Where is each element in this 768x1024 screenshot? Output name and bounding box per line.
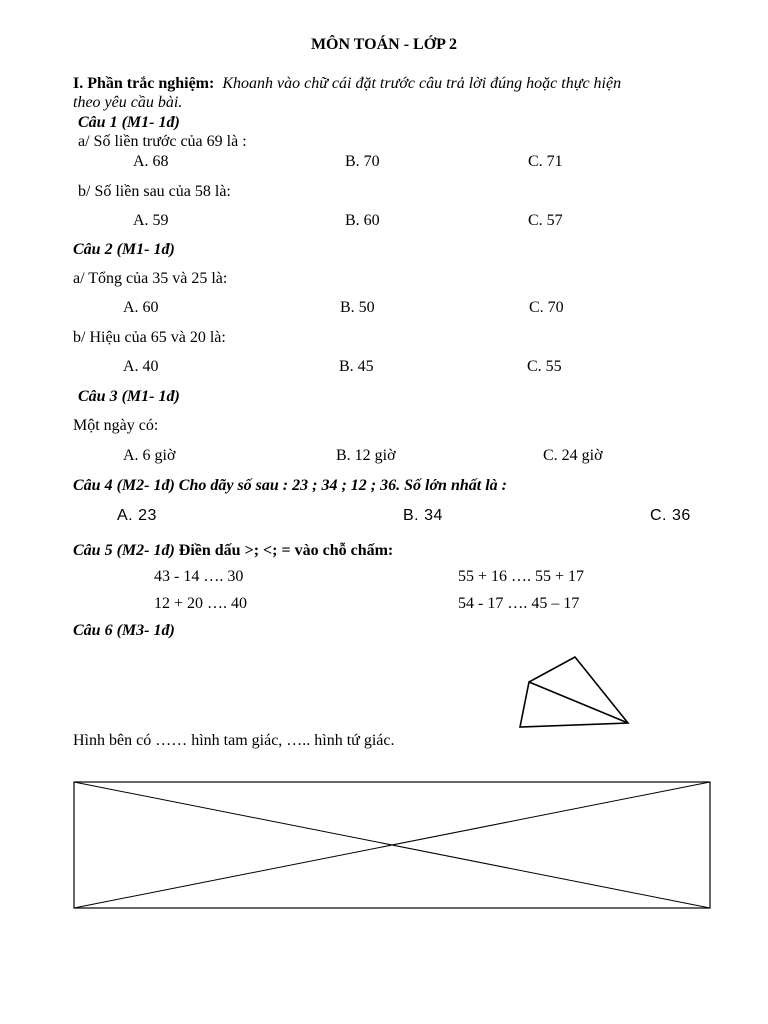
q1b-option-a: A. 59 [133, 212, 169, 229]
q1a-option-a: A. 68 [133, 153, 169, 170]
section-instruction-line2: theo yêu cầu bài. [73, 94, 183, 111]
q1b-option-b: B. 60 [345, 212, 380, 229]
q2b-option-a: A. 40 [123, 358, 159, 375]
q2a-prompt: a/ Tổng của 35 và 25 là: [73, 270, 228, 287]
q4-option-a: A. 23 [117, 507, 157, 524]
q2b-option-c: C. 55 [527, 358, 562, 375]
q1a-option-b: B. 70 [345, 153, 380, 170]
q3-option-a: A. 6 giờ [123, 447, 176, 464]
q4-option-b: B. 34 [403, 507, 443, 524]
q3-option-b: B. 12 giờ [336, 447, 396, 464]
diagonal-line [529, 682, 628, 723]
q5-heading [73, 541, 393, 561]
q1a-option-c: C. 71 [528, 153, 563, 170]
q5-label: Câu 5 (M2- 1đ) [73, 542, 175, 559]
q6-label: Câu 6 (M3- 1đ) [73, 622, 175, 639]
q1a-prompt: a/ Số liền trước của 69 là : [78, 133, 247, 150]
section-instruction-line1: Khoanh vào chữ cái đặt trước câu trả lời đúng hoặc thực hiện [222, 75, 622, 92]
q5-item-4: 54 - 17 …. 45 – 17 [458, 595, 580, 612]
page-title: MÔN TOÁN - LỚP 2 [310, 36, 458, 53]
q3-prompt: Một ngày có: [73, 417, 159, 434]
q2b-prompt: b/ Hiệu của 65 và 20 là: [73, 329, 226, 346]
q2a-option-b: B. 50 [340, 299, 375, 316]
q3-label: Câu 3 (M1- 1đ) [78, 388, 180, 405]
q5-item-2: 55 + 16 …. 55 + 17 [458, 568, 585, 585]
q5-item-1: 43 - 14 …. 30 [154, 568, 244, 585]
crossed-box-placeholder [73, 781, 711, 909]
q4-option-c: C. 36 [650, 507, 691, 524]
q4-label: Câu 4 (M2- 1đ) Cho dãy số sau : 23 ; 34 ; 12 ; 36. Số lớn nhất là : [73, 477, 507, 494]
section-heading-label: I. Phần trắc nghiệm: [73, 75, 215, 92]
q6-geometry-figure [500, 650, 640, 735]
q2-label: Câu 2 (M1- 1đ) [73, 241, 175, 258]
q5-instruction: Điền dấu >; <; = vào chỗ chấm: [178, 542, 394, 559]
q2a-option-a: A. 60 [123, 299, 159, 316]
section-heading [73, 74, 621, 94]
q1-label: Câu 1 (M1- 1đ) [78, 114, 180, 131]
q6-prompt: Hình bên có …… hình tam giác, ….. hình tứ giác. [73, 732, 395, 749]
q5-item-3: 12 + 20 …. 40 [154, 595, 248, 612]
q1b-option-c: C. 57 [528, 212, 563, 229]
q1b-prompt: b/ Số liền sau của 58 là: [78, 183, 231, 200]
q2b-option-b: B. 45 [339, 358, 374, 375]
q3-option-c: C. 24 giờ [543, 447, 603, 464]
q2a-option-c: C. 70 [529, 299, 564, 316]
